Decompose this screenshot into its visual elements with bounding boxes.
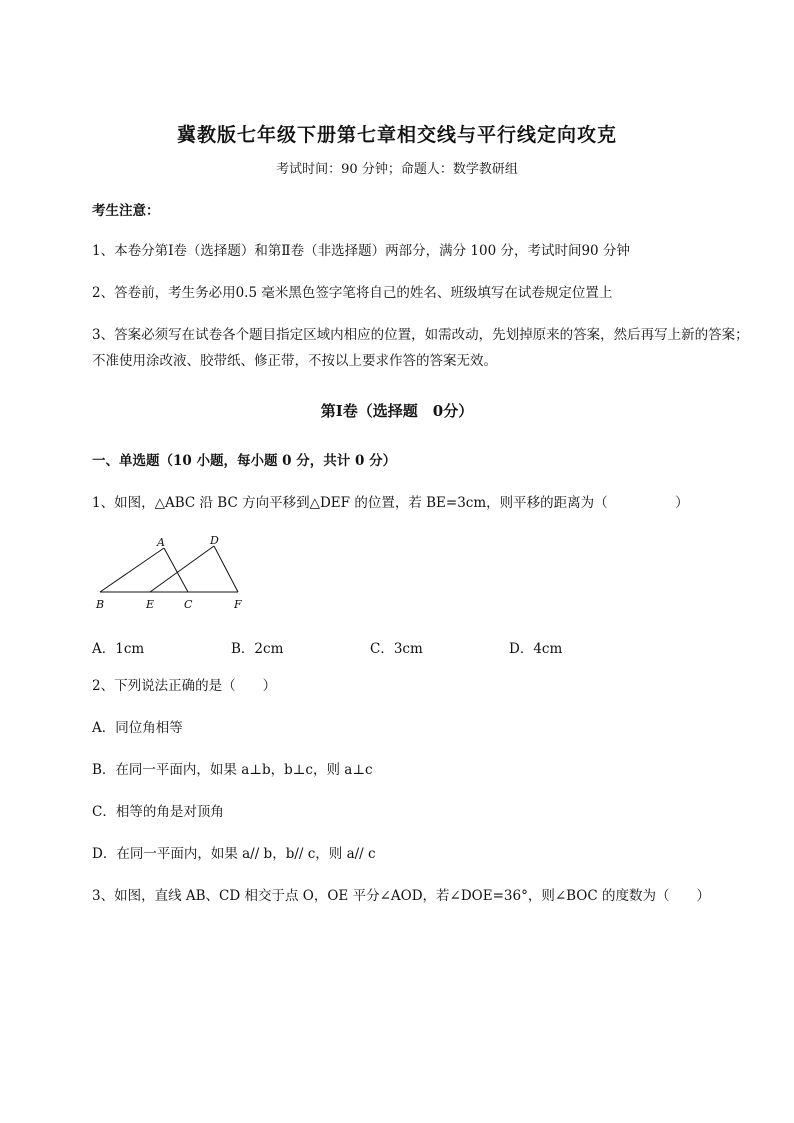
- triangle-translation-figure: [92, 534, 252, 614]
- q1-option-c[interactable]: C．3cm: [370, 641, 423, 657]
- notice-heading: 考生注意：: [92, 203, 160, 219]
- notice-item-1: 1、本卷分第Ⅰ卷（选择题）和第Ⅱ卷（非选择题）两部分，满分 100 分，考试时间90 分钟: [92, 243, 630, 259]
- q1-option-d[interactable]: D．4cm: [509, 641, 563, 657]
- label-b: B: [96, 598, 105, 611]
- notice-item-3: 3、答案必须写在试卷各个题目指定区域内相应的位置，如需改动，先划掉原来的答案，然后再写上新的答案；不准使用涂改液、胶带纸、修正带，不按以上要求作答的答案无效。: [92, 327, 749, 369]
- label-f: F: [234, 598, 242, 611]
- question-2-stem: 2、下列说法正确的是（ ）: [92, 678, 277, 694]
- question-1-stem: 1、如图，△ABC 沿 BC 方向平移到△DEF 的位置，若 BE=3cm，则平移的距离为（ ）: [92, 495, 689, 511]
- question-3-stem: 3、如图，直线 AB、CD 相交于点 O，OE 平分∠AOD，若∠DOE=36°，则∠BOC 的度数为（ ）: [92, 888, 710, 904]
- page-title: 冀教版七年级下册第七章相交线与平行线定向攻克: [176, 124, 617, 146]
- notice-item-2: 2、答卷前，考生务必用0.5 毫米黑色签字笔将自己的姓名、班级填写在试卷规定位置上: [92, 285, 613, 301]
- label-c: C: [184, 598, 193, 611]
- label-e: E: [146, 598, 155, 611]
- q2-option-d[interactable]: D．在同一平面内，如果 a// b，b// c，则 a// c: [92, 846, 376, 862]
- label-d: D: [210, 534, 219, 547]
- q1-option-b[interactable]: B．2cm: [231, 641, 284, 657]
- q2-option-b[interactable]: B．在同一平面内，如果 a⊥b，b⊥c，则 a⊥c: [92, 762, 373, 778]
- label-a: A: [157, 536, 165, 549]
- q2-option-c[interactable]: C．相等的角是对顶角: [92, 804, 224, 820]
- exam-info: 考试时间：90 分钟；命题人：数学教研组: [276, 162, 518, 177]
- q1-option-a[interactable]: A．1cm: [92, 641, 145, 657]
- q2-option-a[interactable]: A．同位角相等: [92, 720, 183, 736]
- section-title: 第Ⅰ卷（选择题 0分）: [320, 402, 474, 420]
- part-heading: 一、单选题（10 小题，每小题 0 分，共计 0 分）: [92, 453, 397, 469]
